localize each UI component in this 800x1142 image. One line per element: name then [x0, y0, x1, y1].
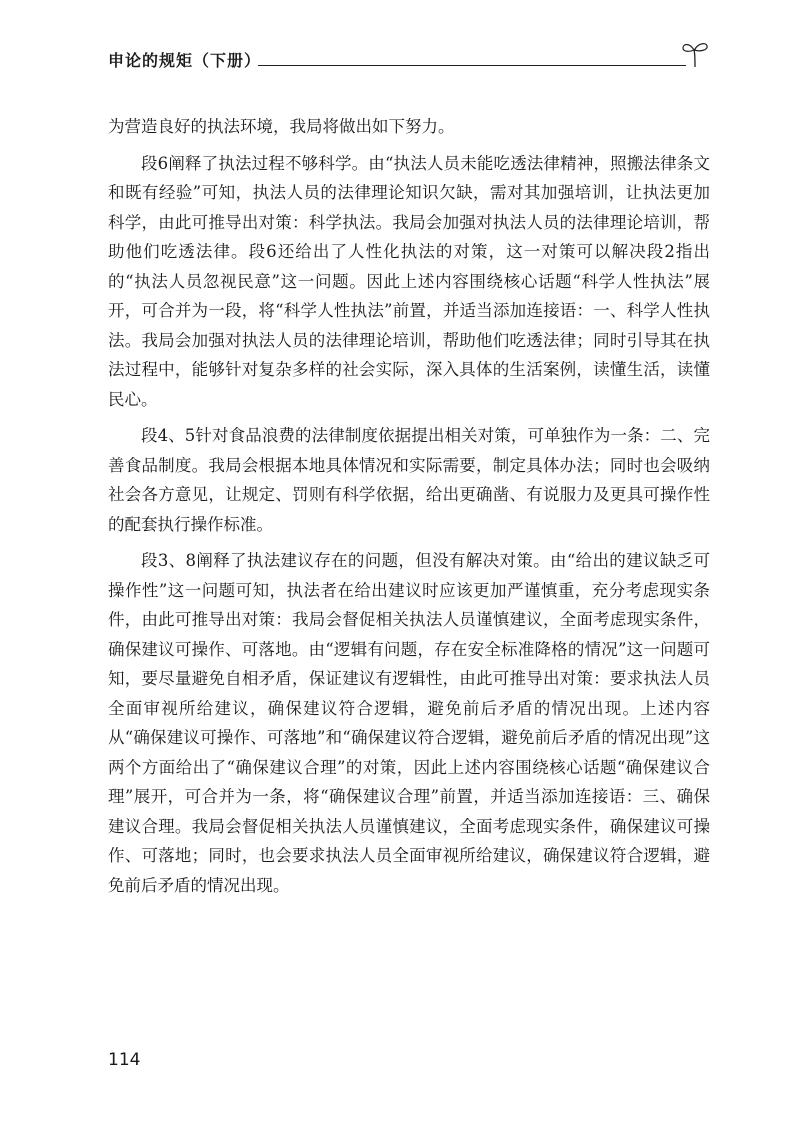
paragraph-reasonable-suggestions: 段3、8阐释了执法建议存在的问题，但没有解决对策。由“给出的建议缺乏可操作性”这一问题可知，执法者在给出建议时应该更加严谨慎重，充分考虑现实条件，由此可推导出对策：我局会督促相关执法人员谨慎建议，全面考虑现实条件，确保建议可操作、可落地。由“逻辑有问题，存在安全标准降格的情况”这一问题可知，要尽量避免自相矛盾，保证建议有逻辑性，由此可推导出对策：要求执法人员全面审视所给建议，确保建议符合逻辑，避免前后矛盾的情况出现。上述内容从“确保建议可操作、可落地”和“确保建议符合逻辑，避免前后矛盾的情况出现”这两个方面给出了“确保建议合理”的对策，因此上述内容围绕核心话题“确保建议合理”展开，可合并为一条，将“确保建议合理”前置，并适当添加连接语：三、确保建议合理。我局会督促相关执法人员谨慎建议，全面考虑现实条件，确保建议可操作、可落地；同时，也会要求执法人员全面审视所给建议，确保建议符合逻辑，避免前后矛盾的情况出现。: [108, 551, 710, 895]
sprout-icon: [682, 40, 708, 68]
body-text: [108, 112, 710, 907]
page-header: [108, 40, 708, 76]
running-title: 申论的规矩（下册）: [108, 51, 262, 70]
paragraph-food-system: 段4、5针对食品浪费的法律制度依据提出相关对策，可单独作为一条：二、完善食品制度。我局会根据本地具体情况和实际需要，制定具体办法；同时也会吸纳社会各方意见，让规定、罚则有科学依据，给出更确凿、有说服力及更具可操作性的配套执行操作标准。: [108, 426, 710, 534]
header-rule: [258, 65, 686, 66]
paragraph-intro: 为营造良好的执法环境，我局将做出如下努力。: [108, 117, 455, 136]
page-number: 114: [108, 1050, 141, 1070]
paragraph-scientific-enforcement: 段6阐释了执法过程不够科学。由“执法人员未能吃透法律精神，照搬法律条文和既有经验”可知，执法人员的法律理论知识欠缺，需对其加强培训，让执法更加科学，由此可推导出对策：科学执法。我局会加强对执法人员的法律理论培训，帮助他们吃透法律。段6还给出了人性化执法的对策，这一对策可以解决段2指出的“执法人员忽视民意”这一问题。因此上述内容围绕核心话题“科学人性执法”展开，可合并为一段，将“科学人性执法”前置，并适当添加连接语：一、科学人性执法。我局会加强对执法人员的法律理论培训，帮助他们吃透法律；同时引导其在执法过程中，能够针对复杂多样的社会实际，深入具体的生活案例，读懂生活，读懂民心。: [108, 153, 710, 409]
